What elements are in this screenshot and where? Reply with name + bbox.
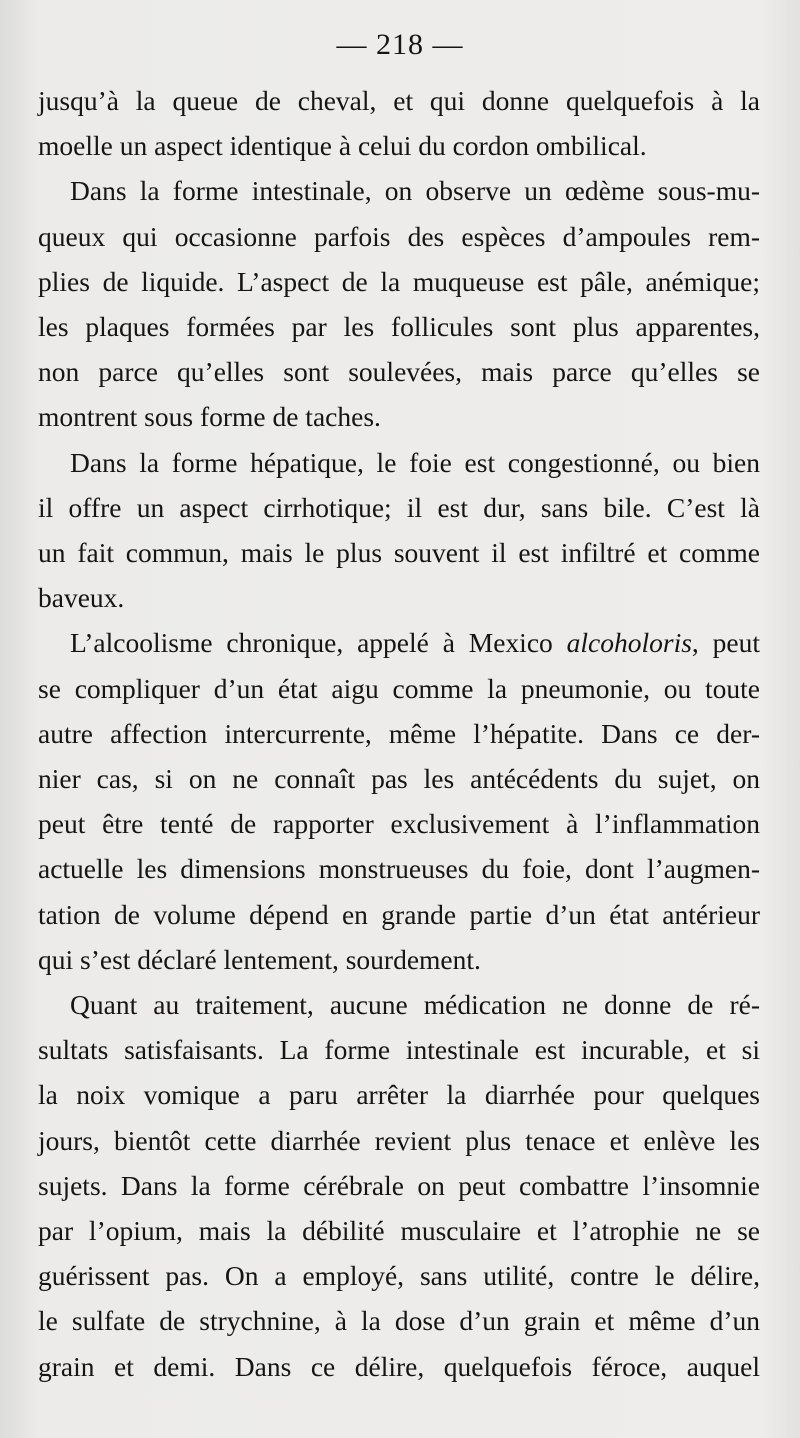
text-line: tation de volume dépend en grande partie d’un état antérieur [38, 898, 760, 930]
text-line: jours, bientôt cette diarrhée revient plus tenace et enlève les [38, 1124, 760, 1156]
text-line: queux qui occasionne parfois des espèces d’ampoules rem- [38, 220, 760, 252]
text-line: grain et demi. Dans ce délire, quelquefois féroce, auquel [38, 1350, 760, 1382]
text-line: se compliquer d’un état aigu comme la pneumonie, ou toute [38, 672, 760, 704]
text-segment: , peut [691, 627, 760, 659]
paragraph [38, 168, 760, 439]
paragraph [38, 78, 760, 168]
text-line: la noix vomique a paru arrêter la diarrhée pour quelques [38, 1079, 760, 1111]
text-line: guérissent pas. On a employé, sans utilité, contre le délire, [38, 1260, 760, 1292]
text-line: sujets. Dans la forme cérébrale on peut combattre l’insomnie [38, 1169, 760, 1201]
text-line: moelle un aspect identique à celui du cordon ombilical. [38, 130, 647, 162]
text-line: Dans la forme hépatique, le foie est congestionné, ou bien [70, 446, 760, 478]
paragraph [38, 620, 760, 982]
text-line: actuelle les dimensions monstrueuses du foie, dont l’augmen- [38, 853, 760, 885]
text-line: par l’opium, mais la débilité musculaire et l’atrophie ne se [38, 1215, 760, 1247]
text-segment: L’alcoolisme chronique, appelé à Mexico [70, 627, 567, 659]
text-line: Quant au traitement, aucune médication ne donne de ré- [70, 989, 760, 1021]
text-line: montrent sous forme de taches. [38, 401, 381, 433]
paragraph [38, 440, 760, 621]
page-number: — 218 — [336, 28, 464, 61]
text-line: il offre un aspect cirrhotique; il est dur, sans bile. C’est là [38, 491, 760, 523]
text-line: autre affection intercurrente, même l’hépatite. Dans ce der- [38, 717, 760, 749]
text-line: baveux. [38, 582, 125, 614]
text-line: nier cas, si on ne connaît pas les antécédents du sujet, on [38, 763, 760, 795]
text-line: un fait commun, mais le plus souvent il est infiltré et comme [38, 537, 760, 569]
text-line: peut être tenté de rapporter exclusivement à l’inflammation [38, 808, 760, 840]
text-line: jusqu’à la queue de cheval, et qui donne quelquefois à la [38, 85, 760, 116]
text-line: Dans la forme intestinale, on observe un œdème sous-mu- [70, 175, 760, 207]
text-line: qui s’est déclaré lentement, sourdement. [38, 943, 481, 975]
text-line: plies de liquide. L’aspect de la muqueuse est pâle, anémique; [38, 265, 760, 297]
text-line: le sulfate de strychnine, à la dose d’un grain et même d’un [38, 1305, 760, 1337]
paragraph [38, 982, 760, 1389]
text-line [38, 620, 760, 665]
body-text [38, 78, 760, 1389]
text-line: non parce qu’elles sont soulevées, mais parce qu’elles se [38, 356, 760, 388]
italic-term: alcoholoris [566, 627, 692, 659]
text-line: les plaques formées par les follicules sont plus apparentes, [38, 311, 760, 343]
text-line: sultats satisfaisants. La forme intestinale est incurable, et si [38, 1034, 760, 1066]
